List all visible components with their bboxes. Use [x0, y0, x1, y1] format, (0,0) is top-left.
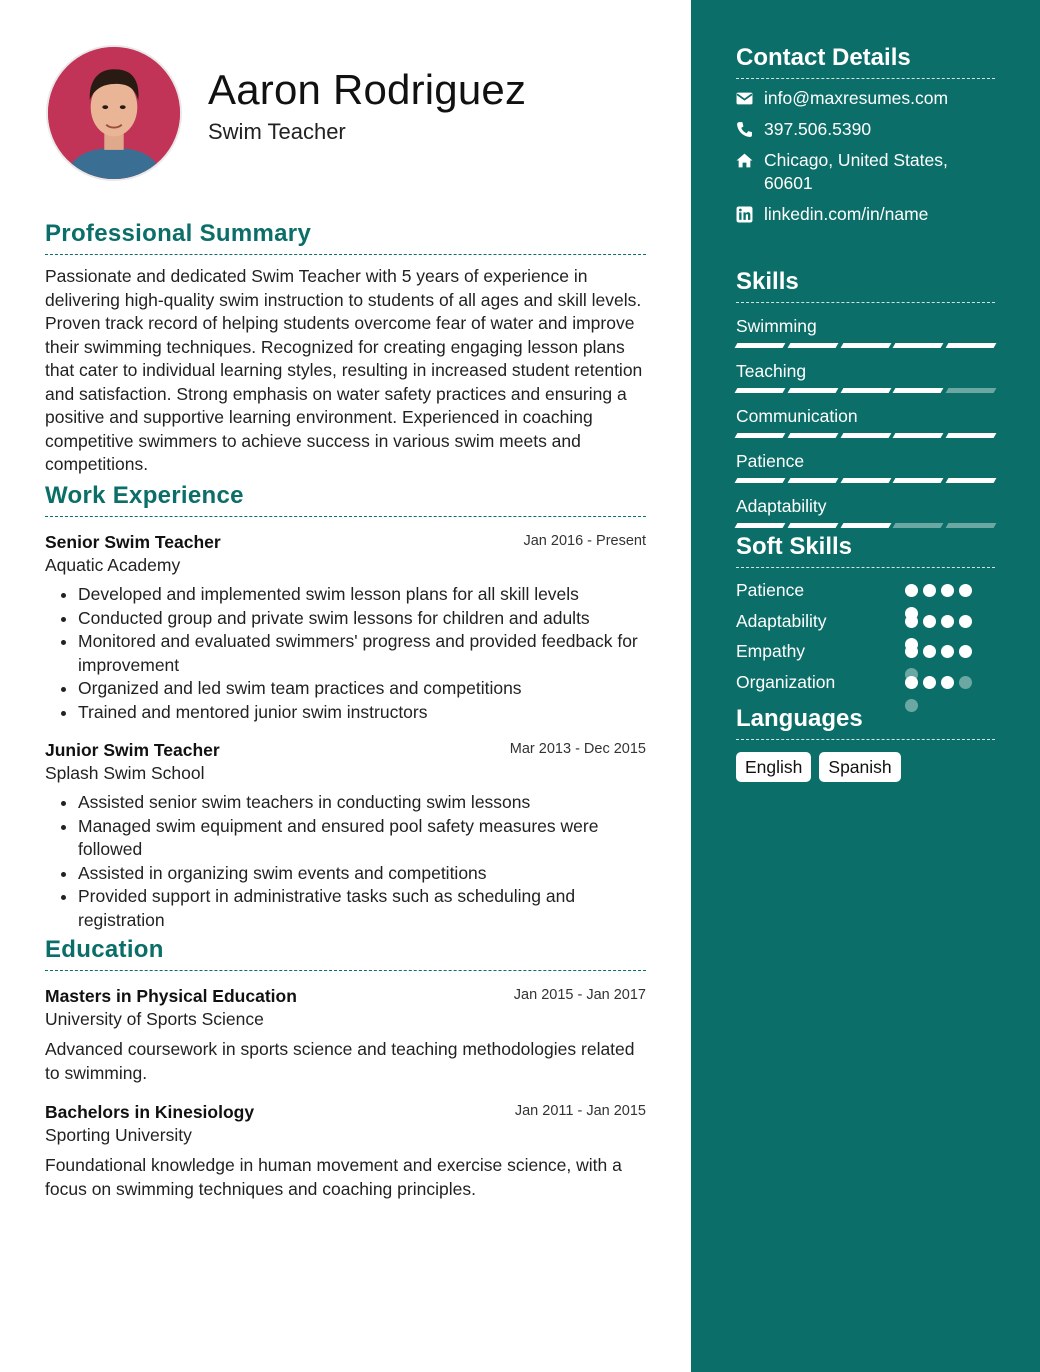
- skill-name: Communication: [736, 406, 858, 426]
- job-company: Aquatic Academy: [45, 555, 181, 575]
- skill-level-segment: [840, 388, 891, 393]
- skill-name: Teaching: [736, 361, 807, 381]
- job-bullet: • Monitored and evaluated swimmers' progress and provided feedback for improvement: [78, 630, 646, 677]
- envelope-icon: [736, 87, 764, 110]
- degree-title: Masters in Physical Education: [45, 986, 297, 1006]
- skill-level-segment: [787, 343, 838, 348]
- skill-level-segment: [893, 523, 944, 528]
- soft-skill-name: Organization: [736, 671, 836, 692]
- soft-skill-item: [736, 578, 995, 609]
- job-bullet: • Organized and led swim team practices and competitions: [78, 677, 646, 701]
- address-text: Chicago, United States, 60601: [764, 150, 948, 193]
- contact-heading: Contact Details: [736, 44, 995, 79]
- rating-dot: [923, 584, 936, 597]
- job-bullet: • Conducted group and private swim lessons for children and adults: [78, 607, 646, 631]
- education-date: Jan 2015 - Jan 2017: [513, 987, 646, 1003]
- skill-level-bar: [736, 433, 995, 438]
- skill-level-segment: [735, 478, 786, 483]
- skill-level-segment: [946, 343, 997, 348]
- rating-dot: [905, 645, 918, 658]
- rating-dot: [941, 676, 954, 689]
- skill-level-segment: [735, 343, 786, 348]
- skill-level-segment: [735, 523, 786, 528]
- skill-level-bar: [736, 478, 995, 483]
- skill-item: [736, 360, 995, 393]
- language-badge: English: [736, 752, 811, 782]
- languages-heading: Languages: [736, 705, 995, 740]
- soft-skill-item: [736, 670, 995, 701]
- skills-heading: Skills: [736, 268, 995, 303]
- skill-level-bar: [736, 343, 995, 348]
- avatar: [46, 45, 182, 181]
- job-bullet: • Assisted in organizing swim events and competitions: [78, 862, 646, 886]
- education-heading: Education: [45, 936, 646, 971]
- home-icon: [736, 149, 764, 172]
- rating-dot: [941, 584, 954, 597]
- skill-name: Patience: [736, 451, 805, 471]
- linkedin-text: linkedin.com/in/name: [764, 204, 929, 224]
- job-bullet: • Developed and implemented swim lesson plans for all skill levels: [78, 583, 646, 607]
- skill-item: [736, 450, 995, 483]
- skill-level-segment: [946, 433, 997, 438]
- job-bullets: [45, 791, 646, 932]
- skill-level-segment: [735, 388, 786, 393]
- skill-level-segment: [946, 478, 997, 483]
- skill-level-segment: [787, 388, 838, 393]
- skill-level-segment: [735, 433, 786, 438]
- contact-phone[interactable]: [736, 118, 995, 141]
- skill-level-bar: [736, 523, 995, 528]
- job-title: Junior Swim Teacher: [45, 740, 220, 760]
- soft-skills-list: [736, 578, 995, 700]
- skill-level-segment: [840, 433, 891, 438]
- sidebar: [691, 0, 1040, 1372]
- rating-dot: [941, 645, 954, 658]
- email-text: info@maxresumes.com: [764, 88, 949, 108]
- job-entry: [45, 531, 646, 724]
- soft-skills-section: [736, 533, 995, 700]
- degree-title: Bachelors in Kinesiology: [45, 1102, 255, 1122]
- summary-heading: Professional Summary: [45, 220, 646, 255]
- rating-dot: [905, 584, 918, 597]
- skill-level-bar: [736, 388, 995, 393]
- school-name: University of Sports Science: [45, 1009, 264, 1029]
- skill-level-segment: [946, 388, 997, 393]
- avatar-photo: [48, 47, 180, 179]
- skill-level-segment: [787, 478, 838, 483]
- soft-skill-rating: [905, 645, 985, 659]
- rating-dot: [959, 584, 972, 597]
- rating-dot: [923, 645, 936, 658]
- job-company: Splash Swim School: [45, 763, 205, 783]
- soft-skill-rating: [905, 584, 985, 598]
- rating-dot: [959, 615, 972, 628]
- phone-text: 397.506.5390: [764, 119, 872, 139]
- contact-linkedin[interactable]: [736, 203, 995, 226]
- skill-level-segment: [787, 523, 838, 528]
- summary-text: Passionate and dedicated Swim Teacher with 5 years of experience in delivering high-quality swim instruction to students of all ages and skill levels. Proven track record of helping students overcome fear of water and improve their swimming techniques. Recognized for creating engaging lesson plans that cater to individual learning styles, resulting in increased student retention and satisfaction. Strong emphasis on water safety practices and ensuring a positive and supportive learning environment. Experienced in coaching competitive swimmers to achieve success in various swim meets and competitions.: [45, 266, 643, 474]
- soft-skill-name: Patience: [736, 580, 805, 600]
- skill-level-segment: [787, 433, 838, 438]
- contact-section: [736, 44, 995, 226]
- rating-dot: [959, 645, 972, 658]
- skill-name: Swimming: [736, 316, 817, 336]
- skill-level-segment: [946, 523, 997, 528]
- skill-level-segment: [840, 343, 891, 348]
- skill-level-segment: [893, 478, 944, 483]
- rating-dot: [923, 676, 936, 689]
- phone-icon: [736, 118, 764, 141]
- rating-dot: [923, 615, 936, 628]
- education-description: Advanced coursework in sports science and teaching methodologies related to swimming.: [45, 1039, 635, 1083]
- school-name: Sporting University: [45, 1125, 192, 1145]
- soft-skill-item: [736, 639, 995, 670]
- job-bullet: • Assisted senior swim teachers in conducting swim lessons: [78, 791, 646, 815]
- soft-skill-name: Adaptability: [736, 610, 827, 631]
- skill-level-segment: [893, 388, 944, 393]
- job-bullet: • Trained and mentored junior swim instructors: [78, 701, 646, 725]
- job-entry: [45, 739, 646, 932]
- skill-level-segment: [893, 343, 944, 348]
- education-entry: [45, 1101, 646, 1201]
- candidate-title: Swim Teacher: [208, 119, 346, 144]
- linkedin-icon: [736, 203, 764, 226]
- experience-section: [45, 482, 646, 932]
- skill-item: [736, 405, 995, 438]
- language-list: [736, 752, 995, 782]
- education-description: Foundational knowledge in human movement and exercise science, with a focus on swimming techniques and coaching principles.: [45, 1155, 622, 1199]
- skill-level-segment: [840, 478, 891, 483]
- job-date: Jan 2016 - Present: [523, 533, 646, 549]
- job-bullet: • Provided support in administrative tasks such as scheduling and registration: [78, 885, 646, 932]
- skill-item: [736, 495, 995, 528]
- education-entry: [45, 985, 646, 1085]
- education-section: [45, 936, 646, 1201]
- job-date: Mar 2013 - Dec 2015: [509, 741, 646, 757]
- skill-level-segment: [840, 523, 891, 528]
- skill-item: [736, 315, 995, 348]
- rating-dot: [941, 615, 954, 628]
- soft-skills-heading: Soft Skills: [736, 533, 995, 568]
- rating-dot: [905, 676, 918, 689]
- language-badge: Spanish: [819, 752, 900, 782]
- job-bullets: [45, 583, 646, 724]
- candidate-name: Aaron Rodriguez: [208, 66, 527, 113]
- soft-skill-name: Empathy: [736, 641, 806, 661]
- skills-section: [736, 268, 995, 528]
- summary-section: [45, 220, 646, 477]
- rating-dot: [959, 676, 972, 689]
- soft-skill-rating: [905, 676, 985, 690]
- soft-skill-rating: [905, 615, 985, 629]
- soft-skill-item: [736, 609, 995, 640]
- languages-section: [736, 705, 995, 782]
- skills-list: [736, 315, 995, 528]
- contact-email[interactable]: [736, 87, 995, 110]
- contact-address: [736, 149, 995, 195]
- rating-dot: [905, 615, 918, 628]
- experience-heading: Work Experience: [45, 482, 646, 517]
- skill-level-segment: [893, 433, 944, 438]
- education-date: Jan 2011 - Jan 2015: [514, 1103, 646, 1119]
- job-bullet: • Managed swim equipment and ensured pool safety measures were followed: [78, 815, 646, 862]
- skill-name: Adaptability: [736, 496, 827, 516]
- job-title: Senior Swim Teacher: [45, 532, 221, 552]
